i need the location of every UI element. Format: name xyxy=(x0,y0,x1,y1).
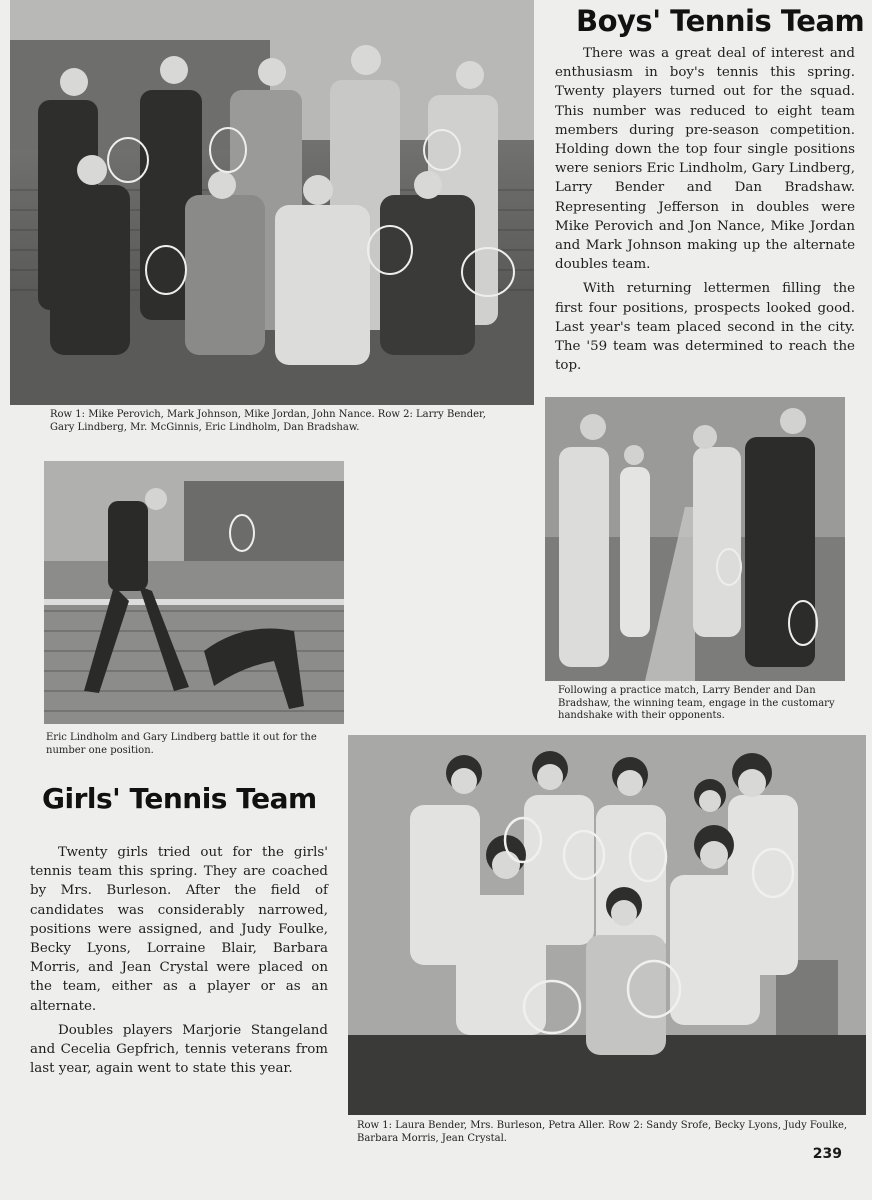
girls-article xyxy=(30,843,328,1078)
girls-team-photo-scene xyxy=(348,735,866,1115)
boys-team-caption: Row 1: Mike Perovich, Mark Johnson, Mike Jordan, John Nance. Row 2: Larry Bender, Gary Lindberg, Mr. McGinnis, Eric Lindholm, Dan Bradshaw. xyxy=(50,409,486,433)
boys-team-photo-scene xyxy=(10,0,534,405)
boys-article xyxy=(555,44,855,375)
page-number: 239 xyxy=(812,1146,842,1162)
boys-team-photo xyxy=(10,0,534,405)
girls-team-photo xyxy=(348,735,866,1115)
girls-paragraph-2: Doubles players Marjorie Stangeland and Cecelia Gepfrich, tennis veterans from last year, again went to state this year. xyxy=(30,1022,328,1077)
action-caption: Eric Lindholm and Gary Lindberg battle it out for the number one position. xyxy=(46,732,317,756)
handshake-photo xyxy=(545,397,845,681)
action-photo xyxy=(44,461,344,724)
boys-heading: Boys' Tennis Team xyxy=(576,4,865,38)
girls-paragraph-1: Twenty girls tried out for the girls' tennis team this spring. They are coached by Mrs. Burleson. After the field of candidates was considerably narrowed, positions were assigned, and Judy Foulke, Becky Lyons, Lorraine Blair, Barbara Morris, and Jean Crystal were placed on the team, either as a player or as an alternate. xyxy=(30,845,328,1014)
girls-team-caption: Row 1: Laura Bender, Mrs. Burleson, Petra Aller. Row 2: Sandy Srofe, Becky Lyons, Judy Foulke, Barbara Morris, Jean Crystal. xyxy=(357,1120,848,1144)
girls-heading: Girls' Tennis Team xyxy=(42,782,317,815)
handshake-caption: Following a practice match, Larry Bender and Dan Bradshaw, the winning team, engage in the customary handshake with their opponents. xyxy=(558,685,835,721)
boys-paragraph-2: With returning lettermen filling the first four positions, prospects looked good. Last year's team placed second in the city. The '59 team was determined to reach the top. xyxy=(555,281,855,374)
handshake-photo-scene xyxy=(545,397,845,681)
boys-paragraph-1: There was a great deal of interest and enthusiasm in boy's tennis this spring. Twenty players turned out for the squad. This number was reduced to eight team members during pre-season competition. Holding down the top four single positions were seniors Eric Lindholm, Gary Lindberg, Larry Bender and Dan Bradshaw. Representing Jefferson in doubles were Mike Perovich and Jon Nance, Mike Jordan and Mark Johnson making up the alternate doubles team. xyxy=(555,46,855,273)
action-photo-scene xyxy=(44,461,344,724)
